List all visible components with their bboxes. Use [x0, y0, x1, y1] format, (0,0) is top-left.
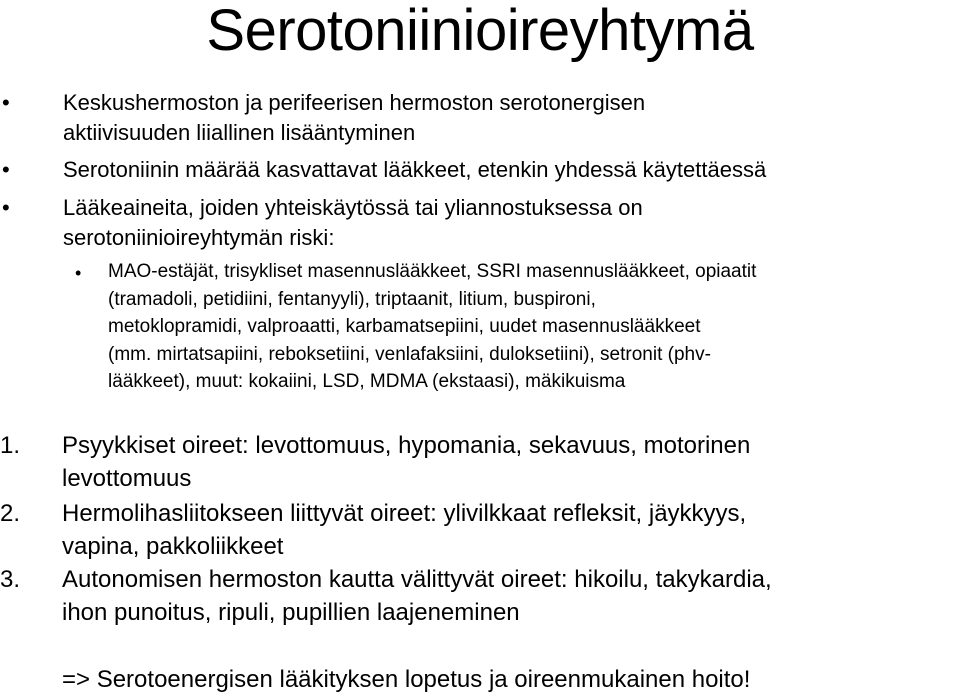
- numbered-line: levottomuus: [62, 465, 192, 492]
- bullet-dot-icon: •: [2, 195, 10, 220]
- sub-bullet-line: (mm. mirtatsapiini, reboksetiini, venlafaksiini, duloksetiini), setronit (phv-: [108, 343, 711, 365]
- bullet-dot-icon: •: [2, 157, 10, 182]
- numbered-line: Psyykkiset oireet: levottomuus, hypomania, sekavuus, motorinen: [62, 432, 751, 459]
- bullet-line: Lääkeaineita, joiden yhteiskäytössä tai yliannostuksessa on: [63, 195, 643, 220]
- conclusion-text: => Serotoenergisen lääkityksen lopetus ja oireenmukainen hoito!: [62, 666, 751, 693]
- bullet-text: [63, 155, 958, 185]
- item-number: 1.: [0, 432, 21, 459]
- sub-bullet-line: MAO-estäjät, trisykliset masennuslääkkeet, SSRI masennuslääkkeet, opiaatit: [108, 261, 757, 282]
- numbered-line: ihon punoitus, ripuli, pupillien laajeneminen: [62, 599, 520, 626]
- numbered-text: [62, 563, 942, 629]
- item-number: 2.: [0, 500, 21, 527]
- bullet-dot-icon: •: [2, 90, 10, 115]
- bullet-line: Serotoniinin määrää kasvattavat lääkkeet, etenkin yhdessä käytettäessä: [63, 157, 767, 182]
- bullet-dot-icon: •: [75, 263, 82, 283]
- numbered-line: Autonomisen hermoston kautta välittyvät oireet: hikoilu, takykardia,: [62, 566, 772, 593]
- bullet-line: Keskushermoston ja perifeerisen hermoston serotonergisen: [63, 90, 646, 115]
- numbered-text: [62, 429, 942, 495]
- numbered-line: Hermolihasliitokseen liittyvät oireet: ylivilkkaat refleksit, jäykkyys,: [62, 500, 747, 527]
- item-number: 3.: [0, 566, 21, 593]
- sub-bullet-line: lääkkeet), muut: kokaiini, LSD, MDMA (ekstaasi), mäkikuisma: [108, 371, 626, 392]
- bullet-text: [63, 88, 958, 148]
- sub-bullet-line: (tramadoli, petidiini, fentanyyli), triptaanit, litium, buspironi,: [108, 288, 596, 310]
- slide-title: Serotoniinioireyhtymä: [206, 0, 754, 63]
- sub-bullet-line: metoklopramidi, valproaatti, karbamatsepiini, uudet masennuslääkkeet: [108, 316, 701, 337]
- numbered-text: [62, 497, 942, 563]
- bullet-text: [63, 193, 958, 253]
- sub-bullet-text: [108, 258, 958, 396]
- bullet-line: aktiivisuuden liiallinen lisääntyminen: [63, 120, 416, 145]
- numbered-line: vapina, pakkoliikkeet: [62, 533, 284, 560]
- bullet-line: serotoniinioireyhtymän riski:: [63, 225, 335, 250]
